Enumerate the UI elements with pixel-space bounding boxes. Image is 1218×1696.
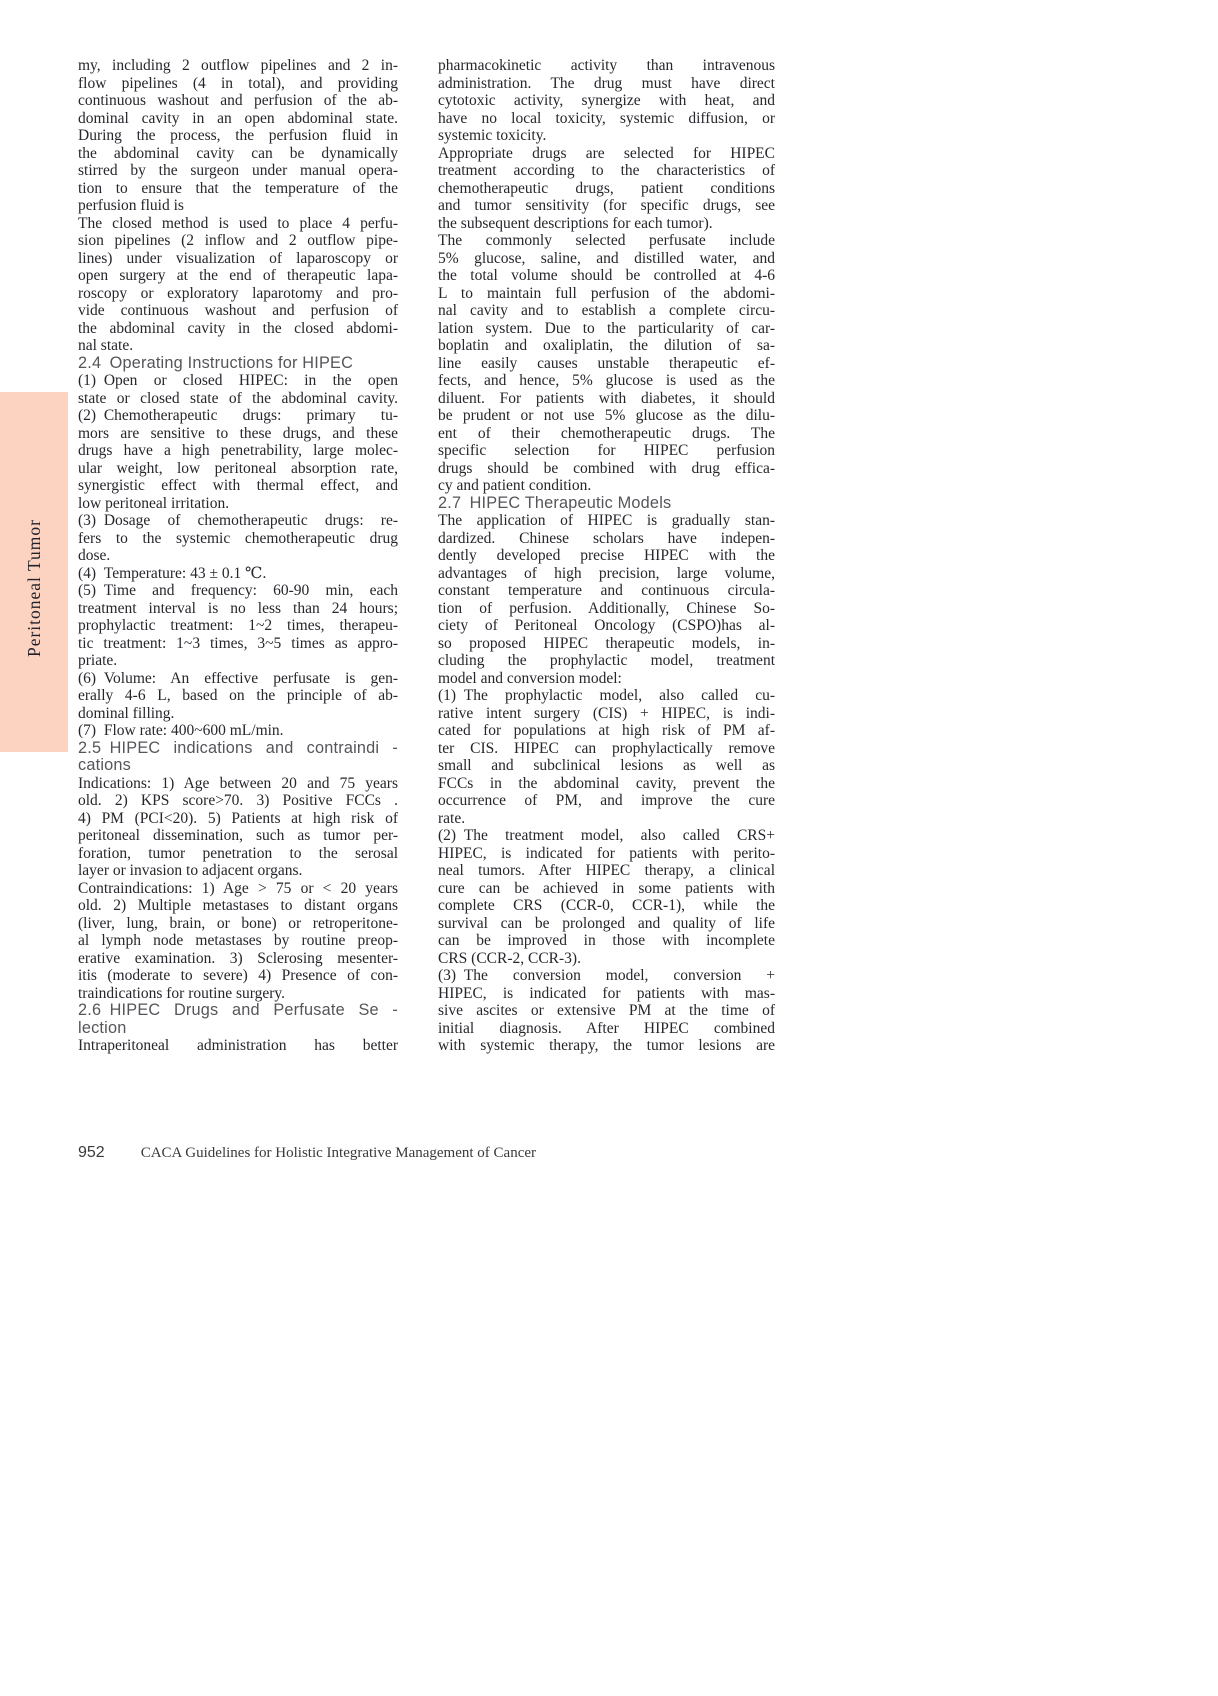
body-text-line: nal cavity and to establish a complete circu- [438,302,775,319]
body-text-line: 4) PM (PCI<20). 5) Patients at high risk of [78,809,398,827]
body-text-line: can be improved in those with incomplete [438,932,775,949]
body-text-line: rate. [438,809,466,827]
body-text-line: my, including 2 outflow pipelines and 2 in- [78,57,398,74]
body-text-line: specific selection for HIPEC perfusion [438,442,775,459]
body-text-line: old. 2) KPS score>70. 3) Positive FCCs . [78,792,398,809]
text-column-right [438,57,775,1055]
body-text-line: nal state. [78,337,134,354]
body-text-line: initial diagnosis. After HIPEC combined [438,1019,775,1037]
section-heading-line: 2.7 HIPEC Therapeutic Models [438,493,672,512]
body-text-line: dominal filling. [78,704,175,722]
body-text-line: cated for populations at high risk of PM af- [438,722,775,739]
body-text-line: FCCs in the abdominal cavity, prevent the [438,774,775,792]
body-text-line: old. 2) Multiple metastases to distant organs [78,897,398,914]
body-text-line: neal tumors. After HIPEC therapy, a clinical [438,862,775,879]
section-heading-line: 2.4 Operating Instructions for HIPEC [78,353,354,372]
body-text-line: peritoneal dissemination, such as tumor per- [78,827,398,844]
body-text-line: open surgery at the end of therapeutic lapa- [78,267,398,284]
page-footer [78,1144,778,1162]
body-text-line: model and conversion model: [438,669,622,687]
body-text-line: be prudent or not use 5% glucose as the dilu- [438,407,775,424]
body-text-line: continuous washout and perfusion of the ab- [78,92,398,109]
body-text-line: lation system. Due to the particularity of car- [438,319,775,337]
page-number: 952 [78,1144,105,1161]
body-text-line: the abdominal cavity can be dynamically [78,144,398,162]
body-text-line: stirred by the surgeon under manual opera- [78,162,398,179]
body-text-line: survival can be prolonged and quality of life [438,914,775,932]
body-text-line: The commonly selected perfusate include [438,232,775,249]
body-text-line: dominal cavity in an open abdominal state. [78,109,398,127]
body-text-line: cytotoxic activity, synergize with heat, and [438,92,775,109]
body-text-line: drugs have a high penetrability, large molec- [78,442,398,459]
body-text-line: (5) Time and frequency: 60-90 min, each [78,582,398,599]
body-text-line: tion of perfusion. Additionally, Chinese So- [438,599,775,617]
body-text-line: perfusion fluid is [78,197,184,214]
body-text-line: administration. The drug must have direct [438,74,775,92]
section-heading-line: cations [78,756,131,774]
body-text-line: The closed method is used to place 4 perfu- [78,214,398,232]
body-text-line: lines) under visualization of laparoscopy or [78,249,398,267]
body-text-line: fects, and hence, 5% glucose is used as the [438,372,775,389]
body-text-line: (liver, lung, brain, or bone) or retroperitone- [78,914,398,932]
body-text-line: the abdominal cavity in the closed abdomi- [78,319,398,337]
chapter-tab [0,392,68,752]
body-text-line: flow pipelines (4 in total), and providing [78,74,398,92]
body-text-line: drugs should be combined with drug effica- [438,459,775,477]
body-text-line: roscopy or exploratory laparotomy and pro- [78,284,398,302]
body-text-line: ular weight, low peritoneal absorption rate, [78,459,398,477]
body-text-line: rative intent surgery (CIS) + HIPEC, is indi- [438,704,775,722]
body-text-line: ent of their chemotherapeutic drugs. The [438,424,775,442]
body-text-line: (6) Volume: An effective perfusate is gen- [78,669,398,687]
body-text-line: mors are sensitive to these drugs, and these [78,424,398,442]
body-text-line: CRS (CCR-2, CCR-3). [438,949,581,967]
body-text-line: 5% glucose, saline, and distilled water, and [438,249,775,267]
body-text-line: Appropriate drugs are selected for HIPEC [438,144,775,162]
body-text-line: sive ascites or extensive PM at the time of [438,1002,775,1019]
body-text-line: diluent. For patients with diabetes, it should [438,389,775,407]
body-text-line: (4) Temperature: 43 ± 0.1 ℃. [78,564,267,582]
body-text-line: state or closed state of the abdominal cavity. [78,389,398,407]
body-text-line: al lymph node metastases by routine preop- [78,932,398,949]
body-text-line: treatment interval is no less than 24 hours; [78,599,398,617]
body-text-line: HIPEC, is indicated for patients with mas- [438,984,775,1002]
body-text-line: sion pipelines (2 inflow and 2 outflow pipe- [78,232,398,249]
body-text-line: itis (moderate to severe) 4) Presence of con- [78,967,398,984]
body-text-line: (2) The treatment model, also called CRS+ [438,827,775,844]
body-text-line: ter CIS. HIPEC can prophylactically remove [438,739,775,757]
body-text-line: (3) The conversion model, conversion + [438,967,775,984]
body-text-line: (2) Chemotherapeutic drugs: primary tu- [78,407,398,424]
body-text-line: advantages of high precision, large volume, [438,564,775,582]
body-text-line: chemotherapeutic drugs, patient conditions [438,179,775,197]
section-heading-line: 2.6 HIPEC Drugs and Perfusate Se - [78,1001,398,1019]
body-text-line: traindications for routine surgery. [78,984,286,1002]
body-text-line: dose. [78,547,111,564]
body-text-line: (7) Flow rate: 400~600 mL/min. [78,722,284,739]
body-text-line: with systemic therapy, the tumor lesions are [438,1037,775,1054]
body-text-line: complete CRS (CCR-0, CCR-1), while the [438,897,775,914]
body-text-line: line easily causes unstable therapeutic ef- [438,354,775,372]
body-text-line: (3) Dosage of chemotherapeutic drugs: re- [78,512,398,529]
body-text-line: During the process, the perfusion fluid in [78,127,398,144]
body-text-line: synergistic effect with thermal effect, and [78,477,398,494]
body-text-line: the subsequent descriptions for each tumor). [438,214,713,232]
body-text-line: fers to the systemic chemotherapeutic drug [78,529,398,547]
body-text-line: layer or invasion to adjacent organs. [78,862,303,879]
body-text-line: cy and patient condition. [438,477,592,494]
body-text-line: dently developed precise HIPEC with the [438,547,775,564]
body-text-line: HIPEC, is indicated for patients with perito- [438,844,775,862]
body-text-line: priate. [78,652,118,669]
body-text-line: boplatin and oxaliplatin, the dilution of sa- [438,337,775,354]
body-text-line: (1) The prophylactic model, also called cu- [438,687,775,704]
body-text-line: small and subclinical lesions as well as [438,757,775,774]
body-text-line: the total volume should be controlled at 4-6 [438,267,775,284]
body-text-line: The application of HIPEC is gradually stan- [438,512,775,529]
body-text-line: prophylactic treatment: 1~2 times, therapeu- [78,617,398,634]
body-text-line: tion to ensure that the temperature of the [78,179,398,197]
body-text-line: low peritoneal irritation. [78,494,230,512]
body-text-line: pharmacokinetic activity than intravenous [438,57,775,74]
body-text-line: systemic toxicity. [438,127,547,144]
body-text-line: cure can be achieved in some patients with [438,879,775,897]
body-text-line: Contraindications: 1) Age > 75 or < 20 years [78,879,398,897]
footer-title: CACA Guidelines for Holistic Integrative Management of Cancer [140,1145,537,1161]
body-text-line: and tumor sensitivity (for specific drugs, see [438,197,775,214]
body-text-line: (1) Open or closed HIPEC: in the open [78,372,398,389]
text-column-left [78,57,398,1055]
body-text-line: ciety of Peritoneal Oncology (CSPO)has al- [438,617,775,634]
body-text-line: erative examination. 3) Sclerosing mesenter- [78,949,398,967]
body-text-line: occurrence of PM, and improve the cure [438,792,775,809]
chapter-tab-label: Peritoneal Tumor [23,518,44,658]
body-text-line: foration, tumor penetration to the serosal [78,844,398,862]
body-text-line: so proposed HIPEC therapeutic models, in- [438,634,775,652]
body-text-line: Indications: 1) Age between 20 and 75 years [78,774,398,792]
body-text-line: have no local toxicity, systemic diffusion, or [438,109,775,127]
body-text-line: tic treatment: 1~3 times, 3~5 times as appro- [78,634,398,652]
body-text-line: vide continuous washout and perfusion of [78,302,398,319]
body-text-line: dardized. Chinese scholars have indepen- [438,529,775,547]
body-text-line: constant temperature and continuous circula- [438,582,775,599]
body-text-line: cluding the prophylactic model, treatment [438,652,775,669]
body-text-line: Intraperitoneal administration has better [78,1037,398,1054]
body-text-line: treatment according to the characteristics of [438,162,775,179]
section-heading-line: 2.5 HIPEC indications and contraindi - [78,738,398,757]
body-text-line: L to maintain full perfusion of the abdomi- [438,284,775,302]
section-heading-line: lection [78,1018,127,1037]
body-text-line: erally 4-6 L, based on the principle of ab- [78,687,398,704]
